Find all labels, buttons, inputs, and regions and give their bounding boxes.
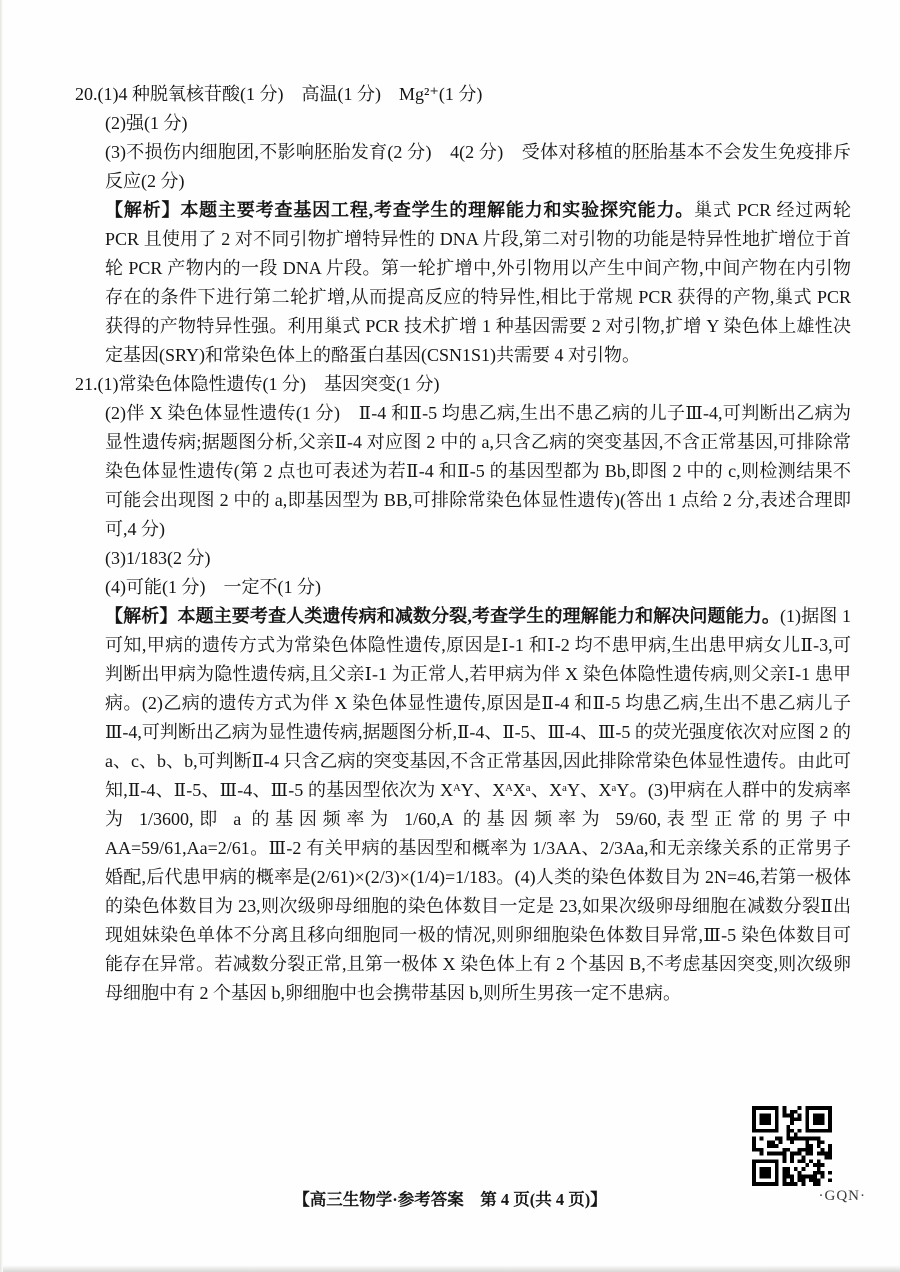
page-footer: 【高三生物学·参考答案 第 4 页(共 4 页)】 bbox=[293, 1190, 607, 1209]
q20-answer-line-1: 20.(1)4 种脱氧核苷酸(1 分) 高温(1 分) Mg²⁺(1 分) bbox=[75, 84, 483, 104]
qr-code-icon bbox=[752, 1106, 832, 1186]
qr-code bbox=[752, 1106, 832, 1186]
footer-code: ·GQN· bbox=[818, 1188, 866, 1204]
document-body bbox=[75, 80, 851, 1008]
q21-answer-line-4: (4)可能(1 分) 一定不(1 分) bbox=[105, 577, 321, 597]
q20-analysis-paragraph bbox=[105, 196, 851, 370]
q21-analysis-text: (1)据图 1 可知,甲病的遗传方式为常染色体隐性遗传,原因是Ⅰ-1 和Ⅰ-2 均不患甲病,生出患甲病女儿Ⅱ-3,可判断出甲病为隐性遗传病,且父亲Ⅰ-1 为正常人,若甲病为伴 X 染色体隐性遗传病,则父亲Ⅰ-1 患甲病。(2)乙病的遗传方式为伴 X 染色体显性遗传,原因是Ⅱ-4 和Ⅱ-5 均患乙病,生出不患乙病儿子Ⅲ-4,可判断出乙病为显性遗传病,据题图分析,Ⅱ-4、Ⅱ-5、Ⅲ-4、Ⅲ-5 的荧光强度依次对应图 2 的 a、c、b、b,可判断Ⅱ-4 只含乙病的突变基因,不含正常基因,因此排除常染色体显性遗传。由此可知,Ⅱ-4、Ⅱ-5、Ⅲ-4、Ⅲ-5 的基因型依次为 XᴬY、XᴬXᵃ、XᵃY、XᵃY。(3)甲病在人群中的发病率为 1/3600,即 a 的基因频率为 1/60,A 的基因频率为 59/60,表型正常的男子中 AA=59/61,Aa=2/61。Ⅲ-2 有关甲病的基因型和概率为 1/3AA、2/3Aa,和无亲缘关系的正常男子婚配,后代患甲病的概率是(2/61)×(2/3)×(1/4)=1/183。(4)人类的染色体数目为 2N=46,若第一极体的染色体数目为 23,则次级卵母细胞的染色体数目一定是 23,如果次级卵母细胞在减数分裂Ⅱ出现姐妹染色单体不分离且移向细胞同一极的情况,则卵细胞染色体数目异常,Ⅲ-5 染色体数目可能存在异常。若减数分裂正常,且第一极体 X 染色体上有 2 个基因 B,不考虑基因突变,则次级卵母细胞中有 2 个基因 b,卵细胞中也会携带基因 b,则所生男孩一定不患病。 bbox=[105, 606, 851, 1003]
q20-answer-line-2: (2)强(1 分) bbox=[105, 113, 188, 133]
scan-edge-bottom bbox=[0, 1265, 900, 1272]
q21-answer-line-3: (3)1/183(2 分) bbox=[105, 548, 211, 568]
scan-edge-left bbox=[0, 0, 3, 1272]
q21-analysis-label: 【解析】本题主要考查人类遗传病和减数分裂,考查学生的理解能力和解决问题能力。 bbox=[105, 606, 781, 626]
q21-answer-line-1: 21.(1)常染色体隐性遗传(1 分) 基因突变(1 分) bbox=[75, 374, 440, 394]
q20-answer-line-3: (3)不损伤内细胞团,不影响胚胎发育(2 分) 4(2 分) 受体对移植的胚胎基本不会发生免疫排斥反应(2 分) bbox=[105, 142, 851, 191]
q21-analysis-paragraph bbox=[105, 602, 851, 1008]
q20-analysis-text: 巢式 PCR 经过两轮 PCR 且使用了 2 对不同引物扩增特异性的 DNA 片段,第二对引物的功能是特异性地扩增位于首轮 PCR 产物内的一段 DNA 片段。第一轮扩增中,外引物用以产生中间产物,中间产物在内引物存在的条件下进行第二轮扩增,从而提高反应的特异性,相比于常规 PCR 获得的产物,巢式 PCR 获得的产物特异性强。利用巢式 PCR 技术扩增 1 种基因需要 2 对引物,扩增 Y 染色体上雄性决定基因(SRY)和常染色体上的酪蛋白基因(CSN1S1)共需要 4 对引物。 bbox=[105, 200, 851, 365]
q20-analysis-label: 【解析】本题主要考查基因工程,考查学生的理解能力和实验探究能力。 bbox=[105, 200, 695, 220]
q21-answer-line-2: (2)伴 X 染色体显性遗传(1 分) Ⅱ-4 和Ⅱ-5 均患乙病,生出不患乙病的儿子Ⅲ-4,可判断出乙病为显性遗传病;据题图分析,父亲Ⅱ-4 对应图 2 中的 a,只含乙病的突变基因,不含正常基因,可排除常染色体显性遗传(第 2 点也可表述为若Ⅱ-4 和Ⅱ-5 的基因型都为 Bb,即图 2 中的 c,则检测结果不可能会出现图 2 中的 a,即基因型为 BB,可排除常染色体显性遗传)(答出 1 点给 2 分,表述合理即可,4 分) bbox=[105, 403, 851, 539]
